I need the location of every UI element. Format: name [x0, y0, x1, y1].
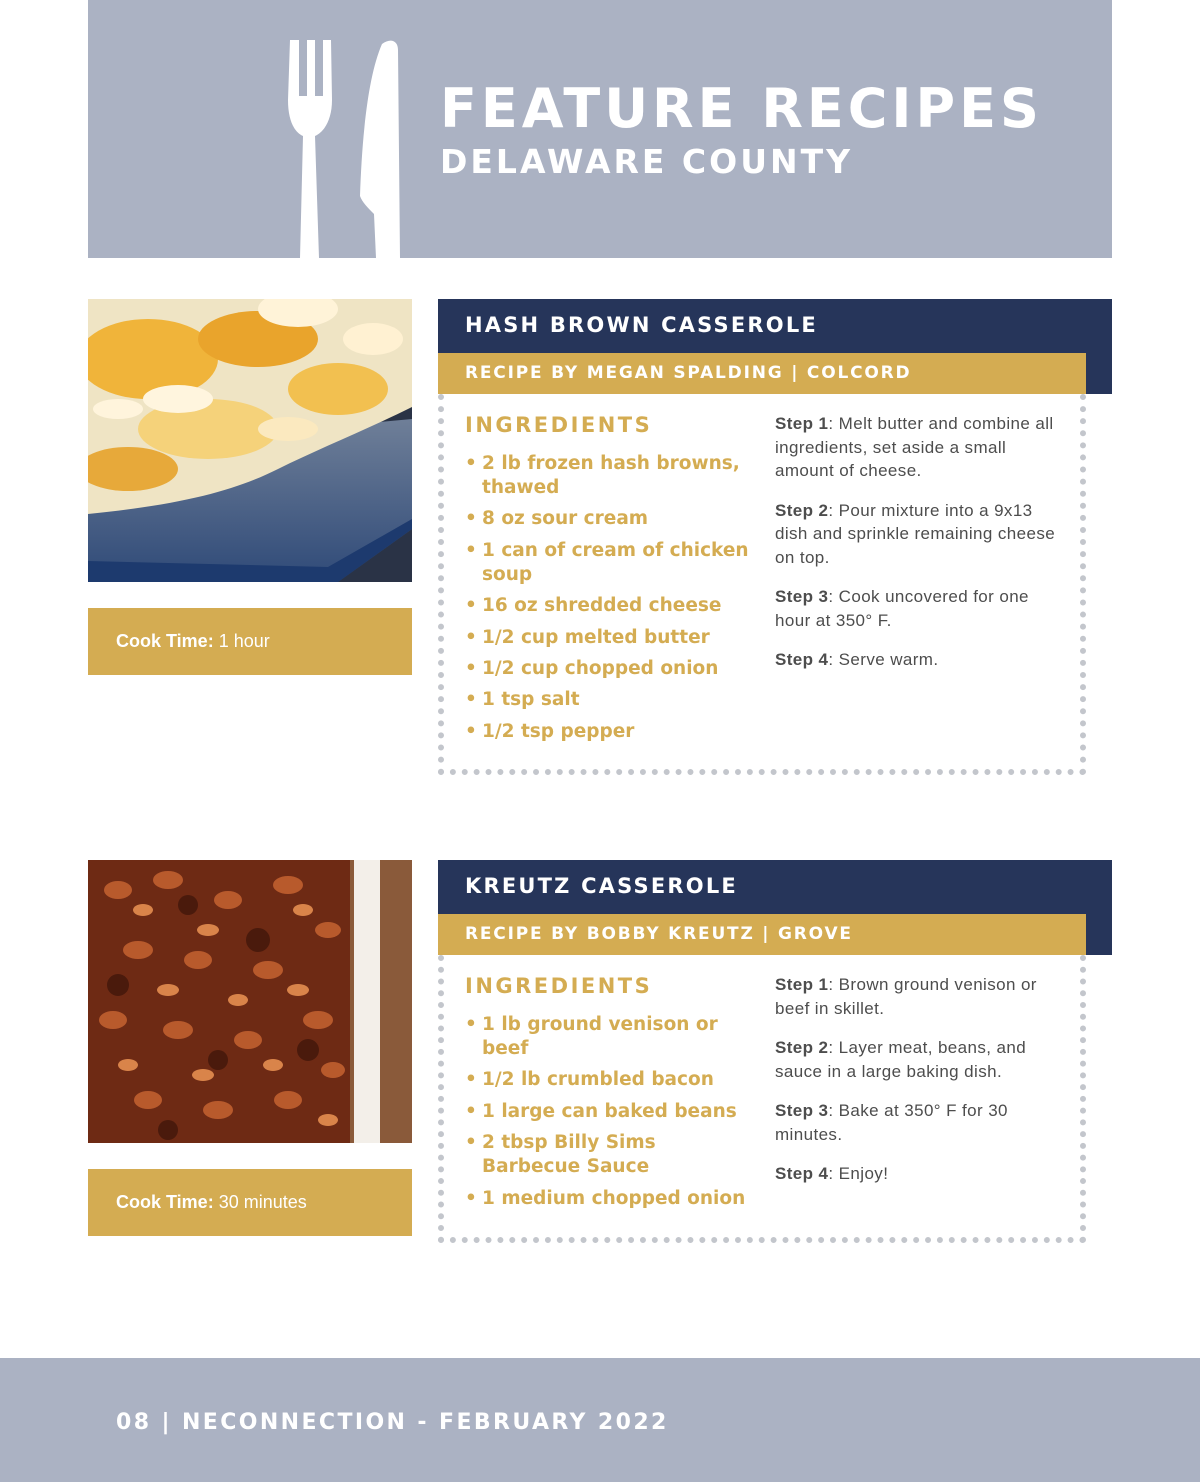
step-label: Step 3: [775, 587, 829, 606]
recipe-header-hash-brown-casserole: [438, 299, 1112, 394]
step-label: Step 1: [775, 414, 829, 433]
cook-time-label: Cook Time:: [116, 631, 214, 651]
page-header: [88, 0, 1112, 258]
ingredient-item: • 1/2 cup chopped onion: [465, 657, 755, 681]
step-item: [775, 585, 1065, 632]
ingredient-item: • 1/2 tsp pepper: [465, 720, 755, 744]
page-title: FEATURE RECIPES: [440, 77, 1043, 140]
ingredients-heading: INGREDIENTS: [465, 974, 653, 998]
step-label: Step 4: [775, 1164, 829, 1183]
ingredient-item: • 1/2 cup melted butter: [465, 626, 755, 650]
cook-time-kreutz-casserole: [88, 1169, 412, 1236]
page-subtitle: DELAWARE COUNTY: [440, 142, 854, 181]
step-label: Step 1: [775, 975, 829, 994]
footer-folio: 08 | NECONNECTION - FEBRUARY 2022: [116, 1410, 669, 1435]
step-item: [775, 499, 1065, 570]
recipe-photo-kreutz-casserole: [88, 860, 412, 1143]
recipe-title: HASH BROWN CASSEROLE: [465, 313, 818, 337]
step-item: [775, 648, 1065, 672]
step-text: : Bake at 350° F for 30 minutes.: [775, 1101, 1008, 1144]
step-item: [775, 973, 1065, 1020]
ingredient-item: • 2 lb frozen hash browns, thawed: [465, 452, 755, 500]
steps-list: [775, 412, 1065, 688]
ingredient-item: • 16 oz shredded cheese: [465, 594, 755, 618]
ingredient-item: • 2 tbsp Billy Sims Barbecue Sauce: [465, 1131, 755, 1179]
cook-time-hash-brown-casserole: [88, 608, 412, 675]
ingredients-list: [465, 452, 755, 751]
step-text: : Cook uncovered for one hour at 350° F.: [775, 587, 1029, 630]
ingredient-item: • 1 can of cream of chicken soup: [465, 539, 755, 587]
fork-knife-icon: [286, 36, 416, 258]
recipe-body-hash-brown-casserole: [438, 394, 1086, 775]
step-label: Step 3: [775, 1101, 829, 1120]
cook-time-value: 1 hour: [213, 631, 270, 651]
cook-time-value: 30 minutes: [213, 1192, 307, 1212]
recipe-byline: RECIPE BY MEGAN SPALDING | COLCORD: [438, 353, 1086, 394]
ingredient-item: • 8 oz sour cream: [465, 507, 755, 531]
ingredients-heading: INGREDIENTS: [465, 413, 653, 437]
step-label: Step 2: [775, 500, 829, 520]
ingredient-item: • 1 tsp salt: [465, 688, 755, 712]
page-footer: [0, 1358, 1200, 1482]
ingredient-item: • 1/2 lb crumbled bacon: [465, 1068, 755, 1092]
recipe-byline: RECIPE BY BOBBY KREUTZ | GROVE: [438, 914, 1086, 955]
step-text: : Enjoy!: [828, 1164, 889, 1183]
step-text: : Serve warm.: [828, 650, 939, 669]
step-text: : Brown ground venison or beef in skillet.: [775, 975, 1037, 1018]
recipe-photo-hash-brown-casserole: [88, 299, 412, 582]
recipe-title: KREUTZ CASSEROLE: [465, 874, 738, 898]
step-item: [775, 412, 1065, 483]
ingredient-item: • 1 lb ground venison or beef: [465, 1013, 755, 1061]
ingredient-item: • 1 medium chopped onion: [465, 1187, 755, 1211]
step-text: : Pour mixture into a 9x13 dish and sprinkle remaining cheese on top.: [775, 500, 1056, 567]
step-item: [775, 1036, 1065, 1083]
ingredients-list: [465, 1013, 755, 1218]
step-label: Step 4: [775, 650, 829, 669]
step-text: : Layer meat, beans, and sauce in a large baking dish.: [775, 1038, 1027, 1081]
step-text: : Melt butter and combine all ingredients, set aside a small amount of cheese.: [775, 414, 1054, 480]
step-item: [775, 1162, 1065, 1186]
recipe-body-kreutz-casserole: [438, 955, 1086, 1243]
step-item: [775, 1099, 1065, 1146]
cook-time-label: Cook Time:: [116, 1192, 214, 1212]
ingredient-item: • 1 large can baked beans: [465, 1100, 755, 1124]
steps-list: [775, 973, 1065, 1202]
recipe-header-kreutz-casserole: [438, 860, 1112, 955]
step-label: Step 2: [775, 1038, 829, 1057]
